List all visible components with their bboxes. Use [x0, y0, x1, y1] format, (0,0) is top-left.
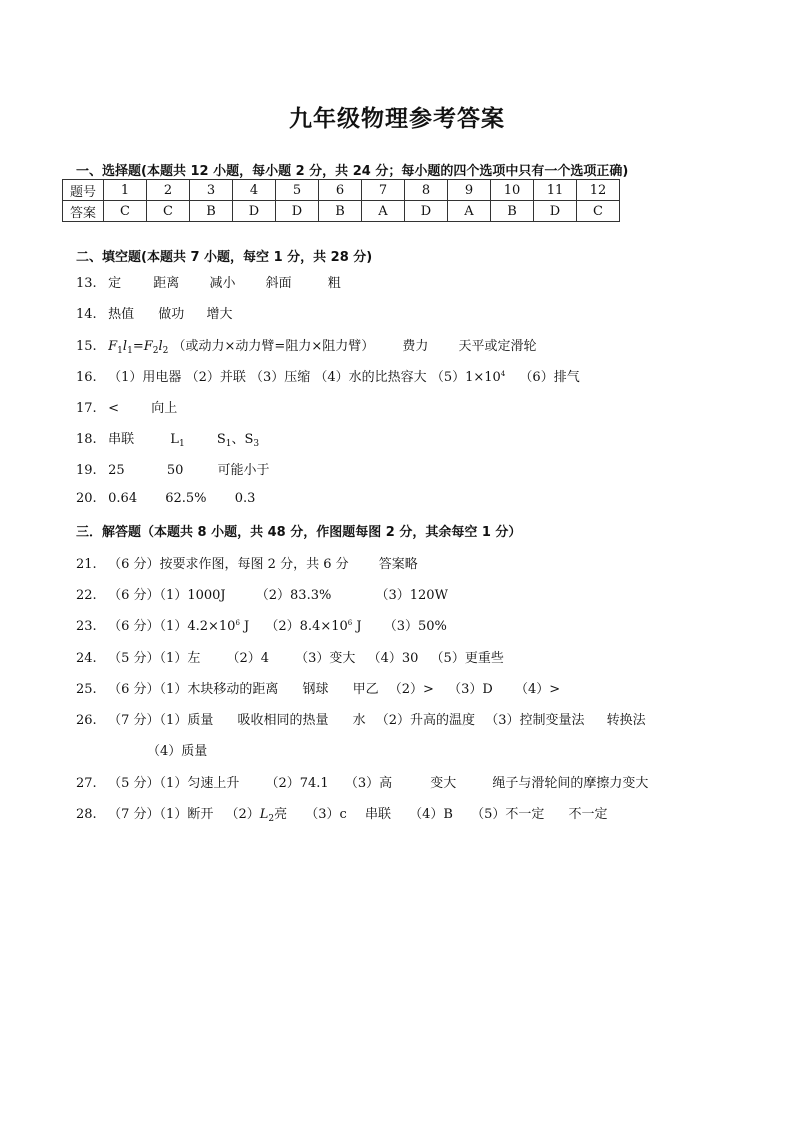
answer-part: （4）30 [367, 651, 419, 666]
formula-equals: = [132, 339, 144, 354]
answer-part: 定 [108, 276, 122, 291]
question-number: 16. [76, 370, 97, 385]
answer-line-25 [76, 678, 560, 697]
answer-part: 0.3 [234, 491, 256, 506]
answer-part: J [239, 619, 250, 634]
answer-part: （1）1000J [159, 588, 226, 603]
answer-part: 串联 [108, 432, 135, 447]
answer-part: （4）水的比热容大 [314, 370, 427, 385]
table-cell: 12 [577, 180, 620, 201]
points-label: （5 分） [108, 776, 160, 791]
answer-line-17 [76, 397, 177, 416]
answer-part: 吸收相同的热量 [237, 713, 329, 728]
answer-part: （2）并联 [185, 370, 246, 385]
question-number: 21. [76, 557, 97, 572]
answer-part: （3）控制变量法 [485, 713, 585, 728]
formula-symbol: l [122, 339, 128, 354]
answer-part: （2）74.1 [265, 776, 329, 791]
points-label: （7 分） [108, 713, 160, 728]
answer-part: （2）8.4×10 [265, 619, 348, 634]
subscript: 3 [253, 439, 260, 449]
table-cell: B [491, 201, 534, 222]
answer-part: 50 [166, 463, 184, 478]
table-cell: 1 [104, 180, 147, 201]
question-number: 27. [76, 776, 97, 791]
table-header-cell: 答案 [63, 201, 104, 222]
answer-part: （3）c [305, 807, 347, 822]
answer-line-24 [76, 647, 504, 666]
answer-line-22 [76, 584, 448, 603]
answer-part: 做功 [158, 307, 185, 322]
answer-part: 向上 [151, 401, 178, 416]
table-cell: B [319, 201, 362, 222]
table-cell: 4 [233, 180, 276, 201]
answer-line-21 [76, 553, 418, 572]
points-label: （7 分） [108, 807, 160, 822]
table-cell: 2 [147, 180, 190, 201]
table-cell: D [534, 201, 577, 222]
question-number: 22. [76, 588, 97, 603]
answer-part: （6）排气 [519, 370, 580, 385]
answer-part: 斜面 [265, 276, 292, 291]
question-number: 26. [76, 713, 97, 728]
answer-part: S [244, 432, 254, 447]
points-label: （6 分） [108, 682, 160, 697]
table-row-numbers [63, 180, 620, 201]
table-cell: C [104, 201, 147, 222]
answer-part: （4）B [409, 807, 453, 822]
answer-part: （1）质量 [159, 713, 214, 728]
answer-part: （1）木块移动的距离 [159, 682, 279, 697]
answer-part: 费力 [402, 339, 429, 354]
separator: 、 [231, 432, 245, 447]
answer-part: （2） [225, 807, 260, 822]
answer-part: 62.5% [165, 491, 207, 506]
question-number: 24. [76, 651, 97, 666]
question-number: 25. [76, 682, 97, 697]
question-number: 15. [76, 339, 97, 354]
question-number: 17. [76, 401, 97, 416]
answer-part: （3）变大 [295, 651, 356, 666]
answer-part: 串联 [364, 807, 391, 822]
answer-line-26 [76, 709, 646, 728]
subscript: 1 [225, 439, 232, 449]
question-number: 20. [76, 491, 97, 506]
formula-subscript: 2 [162, 346, 169, 356]
answer-part: （1）匀速上升 [159, 776, 240, 791]
answer-part: 粗 [327, 276, 341, 291]
points-label: （6 分） [108, 588, 160, 603]
exponent: 6 [347, 619, 353, 627]
answer-part: 转换法 [606, 713, 646, 728]
table-cell: 3 [190, 180, 233, 201]
page-title: 九年级物理参考答案 [289, 106, 505, 132]
answer-part: 答案略 [378, 557, 418, 572]
answer-part: 增大 [206, 307, 233, 322]
table-cell: 8 [405, 180, 448, 201]
answer-part: （3）压缩 [249, 370, 311, 385]
answer-part: J [352, 619, 362, 634]
answer-part: （3）120W [375, 588, 448, 603]
answer-part: 绳子与滑轮间的摩擦力变大 [492, 776, 649, 791]
answer-part: （4）> [514, 682, 561, 697]
table-cell: C [577, 201, 620, 222]
answer-part: （1）4.2×10 [159, 619, 236, 634]
table-row-answers [63, 201, 620, 222]
table-header-cell: 题号 [63, 180, 104, 201]
answer-part: 变大 [430, 776, 457, 791]
answer-part: < [108, 401, 120, 416]
answer-line-13 [76, 272, 341, 291]
answer-part: （3）高 [344, 776, 393, 791]
table-cell: 6 [319, 180, 362, 201]
formula-subscript: 1 [117, 346, 123, 356]
answer-line-18 [76, 428, 259, 449]
answer-part: S [216, 432, 226, 447]
exponent: 6 [235, 619, 240, 627]
answer-part: 钢球 [302, 682, 329, 697]
answer-part: （3）D [448, 682, 493, 697]
table-cell: D [405, 201, 448, 222]
table-cell: A [448, 201, 491, 222]
formula-symbol: l [158, 339, 163, 354]
answer-part: 0.64 [108, 491, 138, 506]
answer-part: 热值 [108, 307, 135, 322]
table-cell: D [233, 201, 276, 222]
answer-part: 距离 [153, 276, 180, 291]
answer-line-14 [76, 303, 232, 322]
answer-line-19 [76, 459, 270, 478]
formula-symbol: F [143, 339, 153, 354]
answer-part: （5）不一定 [471, 807, 545, 822]
question-number: 13. [76, 276, 97, 291]
table-cell: D [276, 201, 319, 222]
formula-subscript: 1 [127, 346, 133, 356]
table-cell: B [190, 201, 233, 222]
answer-part: （6 分）按要求作图，每图 2 分，共 6 分 [108, 557, 349, 572]
table-cell: C [147, 201, 190, 222]
table-cell: 5 [276, 180, 319, 201]
answer-line-16 [76, 366, 580, 385]
answer-part: （2）升高的温度 [375, 713, 476, 728]
table-cell: A [362, 201, 405, 222]
answer-part: （2）83.3% [255, 588, 332, 603]
section2-heading: 二、填空题(本题共 7 小题，每空 1 分，共 28 分) [76, 250, 373, 265]
answer-part: 减小 [209, 276, 236, 291]
answer-part: （2）4 [226, 651, 270, 666]
points-label: （6 分） [108, 619, 160, 634]
answer-part: （1）断开 [159, 807, 214, 822]
answer-part: 可能小于 [217, 463, 270, 478]
section3-heading: 三．解答题（本题共 8 小题，共 48 分，作图题每图 2 分，其余每空 1 分） [76, 525, 522, 540]
formula-note: （或动力×动力臂=阻力×阻力臂） [172, 339, 375, 354]
question-number: 18. [76, 432, 97, 447]
formula-subscript: 2 [152, 346, 159, 356]
table-cell: 7 [362, 180, 405, 201]
answer-part: 25 [108, 463, 125, 478]
answer-part: 甲乙 [352, 682, 379, 697]
table-cell: 10 [491, 180, 534, 201]
answer-part: （1）左 [159, 651, 201, 666]
answer-part: （5）更重些 [430, 651, 504, 666]
table-cell: 11 [534, 180, 577, 201]
answer-line-15 [76, 335, 537, 356]
points-label: （5 分） [108, 651, 160, 666]
answer-line-23 [76, 615, 447, 634]
table-cell: 9 [448, 180, 491, 201]
section1-heading: 一、选择题(本题共 12 小题，每小题 2 分，共 24 分；每小题的四个选项中只有一个选项正确) [76, 164, 629, 179]
formula-symbol: F [108, 339, 118, 354]
subscript: 2 [268, 814, 275, 824]
answer-part: （3）50% [383, 619, 447, 634]
answer-part: （5）1×10 [430, 370, 501, 385]
answer-line-26-continued: （4）质量 [147, 744, 208, 759]
answer-line-27 [76, 772, 648, 791]
subscript: 1 [178, 439, 185, 449]
answer-part: （1）用电器 [108, 370, 182, 385]
answer-table [62, 179, 620, 222]
question-number: 14. [76, 307, 97, 322]
answer-part: L [259, 807, 269, 822]
question-number: 19. [76, 463, 97, 478]
exponent: 4 [500, 370, 506, 378]
answer-part: 水 [352, 713, 366, 728]
answer-part: 不一定 [568, 807, 608, 822]
answer-line-28 [76, 803, 608, 824]
answer-part: （2）> [388, 682, 434, 697]
answer-part: L [170, 432, 179, 447]
answer-part: 天平或定滑轮 [458, 339, 537, 354]
question-number: 23. [76, 619, 97, 634]
answer-line-20 [76, 491, 255, 506]
question-number: 28. [76, 807, 97, 822]
answer-part: 亮 [274, 807, 288, 822]
